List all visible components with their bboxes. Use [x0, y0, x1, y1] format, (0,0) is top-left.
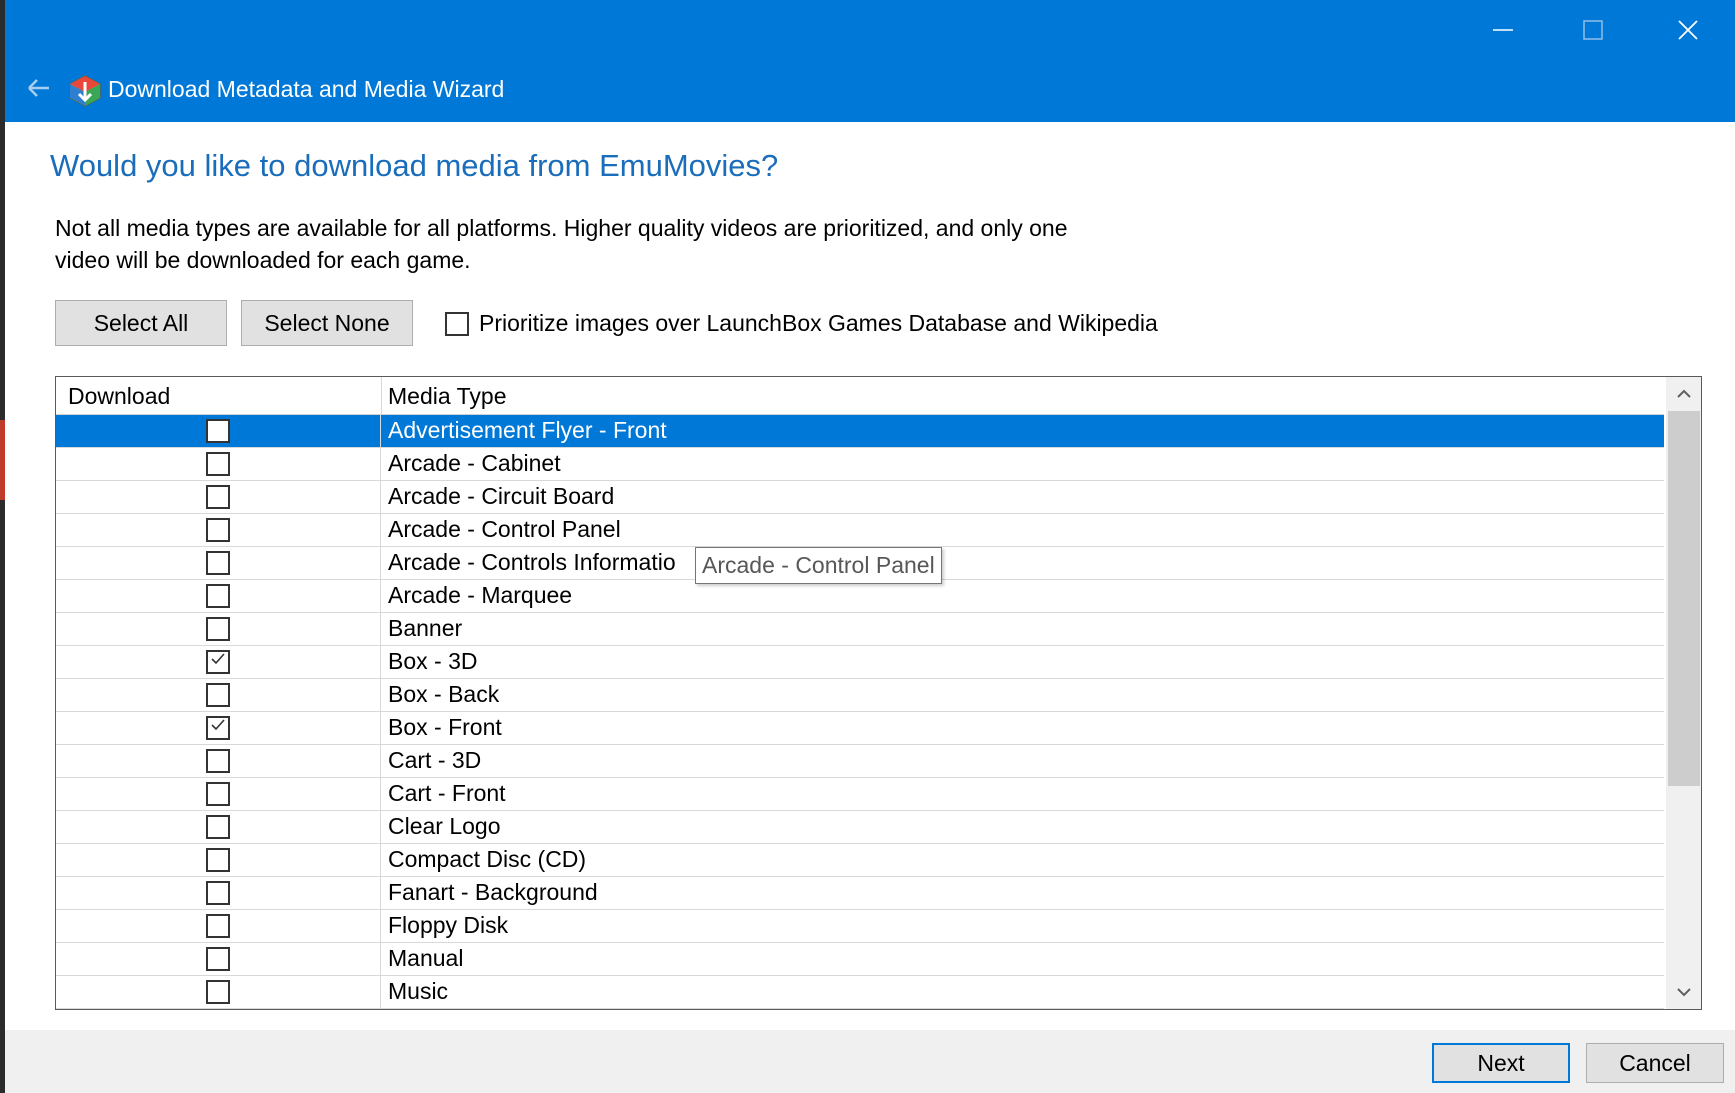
media-type-label: Compact Disc (CD) [388, 846, 587, 872]
launchbox-app-icon [68, 74, 102, 108]
download-cell [56, 613, 381, 646]
download-checkbox[interactable] [206, 914, 230, 938]
download-cell [56, 679, 381, 712]
table-row[interactable] [56, 712, 1664, 745]
table-row[interactable] [56, 976, 1664, 1009]
download-cell [56, 514, 381, 547]
download-cell [56, 811, 381, 844]
checkmark-icon [211, 652, 225, 666]
media-type-label: Arcade - Marquee [388, 582, 573, 608]
media-type-label: Arcade - Controls Informatio [388, 549, 676, 575]
description-line-1: Not all media types are available for all platforms. Higher quality videos are prioritized, and only one [55, 215, 1068, 241]
media-type-label: Floppy Disk [388, 912, 509, 938]
cancel-button[interactable]: Cancel [1586, 1043, 1724, 1083]
media-type-label: Advertisement Flyer - Front [388, 417, 667, 443]
media-type-grid [55, 376, 1702, 1010]
description-line-2: video will be downloaded for each game. [55, 247, 471, 273]
media-type-label: Box - 3D [388, 648, 478, 674]
vertical-scrollbar[interactable] [1666, 377, 1702, 1009]
media-type-label: Arcade - Cabinet [388, 450, 561, 476]
column-separator[interactable] [381, 377, 382, 415]
media-type-label: Box - Back [388, 681, 500, 707]
media-type-label: Box - Front [388, 714, 502, 740]
media-type-label: Cart - 3D [388, 747, 482, 773]
prioritize-images-option[interactable] [445, 310, 1158, 337]
scrollbar-thumb[interactable] [1668, 411, 1700, 786]
media-type-label: Manual [388, 945, 464, 971]
tooltip: Arcade - Control Panel [695, 547, 942, 584]
download-cell [56, 712, 381, 745]
window-title: Download Metadata and Media Wizard [108, 76, 505, 102]
download-checkbox[interactable] [206, 980, 230, 1004]
download-checkbox[interactable] [206, 749, 230, 773]
download-cell [56, 844, 381, 877]
table-row[interactable] [56, 448, 1664, 481]
table-row[interactable] [56, 778, 1664, 811]
download-cell [56, 976, 381, 1009]
download-checkbox[interactable] [206, 815, 230, 839]
table-row[interactable] [56, 646, 1664, 679]
download-checkbox[interactable] [206, 584, 230, 608]
table-row[interactable] [56, 910, 1664, 943]
download-cell [56, 877, 381, 910]
table-row[interactable] [56, 844, 1664, 877]
download-cell [56, 547, 381, 580]
chevron-up-icon[interactable] [1666, 377, 1702, 411]
table-row[interactable] [56, 415, 1664, 448]
checkmark-icon [211, 718, 225, 732]
media-type-label: Arcade - Circuit Board [388, 483, 615, 509]
media-type-label: Cart - Front [388, 780, 506, 806]
download-checkbox[interactable] [206, 716, 230, 740]
table-row[interactable] [56, 679, 1664, 712]
maximize-icon[interactable] [1573, 10, 1613, 50]
download-cell [56, 580, 381, 613]
download-checkbox[interactable] [206, 419, 230, 443]
download-cell [56, 778, 381, 811]
download-checkbox[interactable] [206, 452, 230, 476]
table-row[interactable] [56, 580, 1664, 613]
media-type-label: Clear Logo [388, 813, 501, 839]
page-heading: Would you like to download media from EmuMovies? [50, 148, 779, 183]
prioritize-images-checkbox[interactable] [445, 312, 469, 336]
download-checkbox[interactable] [206, 782, 230, 806]
download-checkbox[interactable] [206, 518, 230, 542]
media-type-label: Banner [388, 615, 463, 641]
prioritize-images-label: Prioritize images over LaunchBox Games Database and Wikipedia [479, 310, 1158, 336]
download-checkbox[interactable] [206, 848, 230, 872]
media-type-label: Music [388, 978, 449, 1004]
grid-header [56, 377, 1664, 415]
download-checkbox[interactable] [206, 947, 230, 971]
back-arrow-icon[interactable] [25, 74, 53, 102]
column-header-media-type[interactable]: Media Type [388, 383, 507, 409]
next-button[interactable]: Next [1432, 1043, 1570, 1083]
select-all-button[interactable]: Select All [55, 300, 227, 346]
minimize-icon[interactable] [1483, 10, 1523, 50]
download-checkbox[interactable] [206, 683, 230, 707]
close-icon[interactable] [1668, 10, 1708, 50]
download-checkbox[interactable] [206, 617, 230, 641]
column-header-download[interactable]: Download [68, 383, 171, 409]
download-checkbox[interactable] [206, 881, 230, 905]
title-bar [5, 0, 1735, 122]
download-cell [56, 415, 381, 448]
chevron-down-icon[interactable] [1666, 975, 1702, 1009]
download-cell [56, 910, 381, 943]
download-cell [56, 943, 381, 976]
download-cell [56, 646, 381, 679]
table-row[interactable] [56, 481, 1664, 514]
download-checkbox[interactable] [206, 551, 230, 575]
download-cell [56, 448, 381, 481]
download-cell [56, 481, 381, 514]
download-cell [56, 745, 381, 778]
download-checkbox[interactable] [206, 650, 230, 674]
media-type-label: Fanart - Background [388, 879, 598, 905]
wizard-window [5, 0, 1735, 1093]
select-none-button[interactable]: Select None [241, 300, 413, 346]
table-row[interactable] [56, 943, 1664, 976]
media-type-label: Arcade - Control Panel [388, 516, 621, 542]
page-description [55, 212, 1215, 276]
table-row[interactable] [56, 745, 1664, 778]
table-row[interactable] [56, 613, 1664, 646]
download-checkbox[interactable] [206, 485, 230, 509]
table-row[interactable] [56, 514, 1664, 547]
table-row[interactable] [56, 877, 1664, 910]
table-row[interactable] [56, 811, 1664, 844]
